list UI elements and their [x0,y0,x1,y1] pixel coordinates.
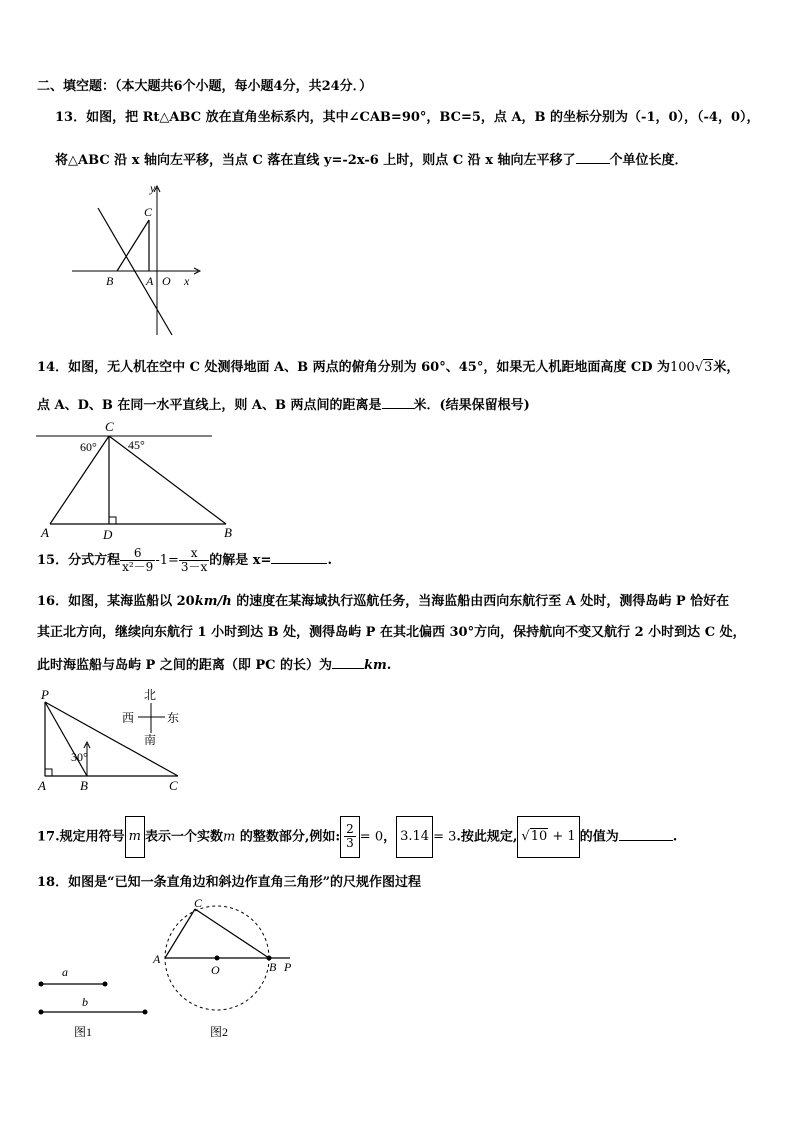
q13-label-o: O [162,274,171,288]
q14-text-b: 米， [713,360,740,375]
q14-answer-blank[interactable] [382,396,414,409]
q14-label-d: D [103,527,113,542]
q16-compass-north: 北 [144,688,157,702]
q16-compass-east: 东 [167,711,180,725]
q15-fraction1: $\frac{6}{\text{x²－9}}$ [122,546,154,574]
q13-text-a: 将△ABC 沿 x 轴向左平移，当点 C 落在直线 y=-2x-6 上时，则点 C 沿 x 轴向左平移了 [55,153,576,168]
q18-figure2 [150,893,310,1048]
q14-angle-45: 45° [128,438,145,452]
q18-line: 18．如图是“已知一条直角边和斜边作直角三角形”的尺规作图过程 [37,875,422,890]
q14-coef: 100 [670,360,695,375]
q16-angle: 30° [71,750,88,764]
q14-angle-60: 60° [80,440,97,454]
q18-fig1-label-b: b [82,995,88,1009]
q16-unit-speed: km/h [194,594,232,609]
q13-answer-blank[interactable] [576,151,610,164]
q13-label-c: C [144,205,153,219]
q16-label-b: B [80,778,88,793]
q13-line1: 13．如图，把 Rt△ABC 放在直角坐标系内，其中∠CAB=90°，BC=5，点 A，B 的坐标分别为（-1，0），（-4，0）， [55,110,760,125]
q18-fig2-label-p: P [284,960,292,974]
q18-fig1-caption: 图1 [74,1025,93,1039]
q16-line2: 其正北方向，继续向东航行 1 小时到达 B 处，测得岛屿 P 在其北偏西 30°方向，保持航向不变又航行 2 小时到达 C 处， [37,625,746,640]
q18-fig2-label-c: C [194,896,203,910]
q16-line3: 此时海监船与岛屿 P 之间的距离（即 PC 的长）为 km. [37,658,392,673]
q13-text-b: 个单位长度． [609,153,688,168]
q18-fig2-caption: 图2 [210,1025,229,1039]
q16-label-c: C [169,778,178,793]
q14-text-d: 米．(结果保留根号) [413,398,530,413]
q16-label-a: A [38,778,46,793]
q18-fig2-label-a: A [153,952,161,966]
q17-example1: $\frac{2}{3}$ [340,816,360,858]
q16-unit-km: km [364,658,387,673]
section-title: 二、填空题：（本大题共6个小题，每小题4分，共24分．） [37,79,373,94]
q13-label-a: A [146,274,154,288]
q14-radicand: 3 [704,360,713,375]
q15-line [37,544,332,578]
q16-compass-south: 南 [144,733,157,747]
q16-label-p: P [41,687,49,702]
q13-label-x: x [184,274,190,288]
q17-example2: 3.14 [396,816,433,858]
q15-post: 的解是 x= [209,553,272,568]
q15-fraction2: $\frac{x}{3-x}$ [180,546,208,574]
q14-line2 [37,396,530,414]
q16-figure [36,686,196,796]
q15-pre: 15．分式方程 [37,553,121,568]
q17-expression: √10 + 1 [517,816,579,858]
q18-figure1 [30,960,160,1045]
q14-line1: 14．如图，无人机在空中 C 处测得地面 A、B 两点的俯角分别为 60°、45°，如果无人机距地面高度 CD 为100√3米， [37,360,740,375]
q18-fig2-label-o: O [211,963,220,977]
q13-label-y: y [150,181,156,195]
q14-figure [36,418,236,543]
q13-line2 [55,151,688,169]
q15-end: . [327,553,332,568]
q14-label-a: A [41,525,49,540]
q14-text-a: 14．如图，无人机在空中 C 处测得地面 A、B 两点的俯角分别为 60°、45°，如果无人机距地面高度 CD 为 [37,360,670,375]
q17-line: 17.规定用符号 m 表示一个实数m 的整数部分,例如: $\frac{2}{3}$ = 0， 3.14 = 3.按此规定, √10 + 1 的值为 . [37,816,677,858]
q15-mid: -1= [155,553,179,568]
q15-answer-blank[interactable] [271,551,327,564]
q16-answer-blank[interactable] [332,656,364,669]
q14-label-c: C [105,419,114,434]
q17-answer-blank[interactable] [619,828,673,841]
q18-fig2-label-b: B [269,960,277,974]
q18-fig1-label-a: a [62,965,68,979]
q13-figure [60,180,210,340]
q16-line1: 16．如图，某海监船以 20km/h 的速度在某海域执行巡航任务，当海监船由西向东航行至 A 处时，测得岛屿 P 恰好在 [37,594,730,609]
q17-bracket-m: m [125,816,145,858]
q14-label-b: B [224,525,232,540]
q14-text-c: 点 A、D、B 在同一水平直线上，则 A、B 两点间的距离是 [37,398,382,413]
q13-label-b: B [106,274,114,288]
q16-compass-west: 西 [122,711,135,725]
